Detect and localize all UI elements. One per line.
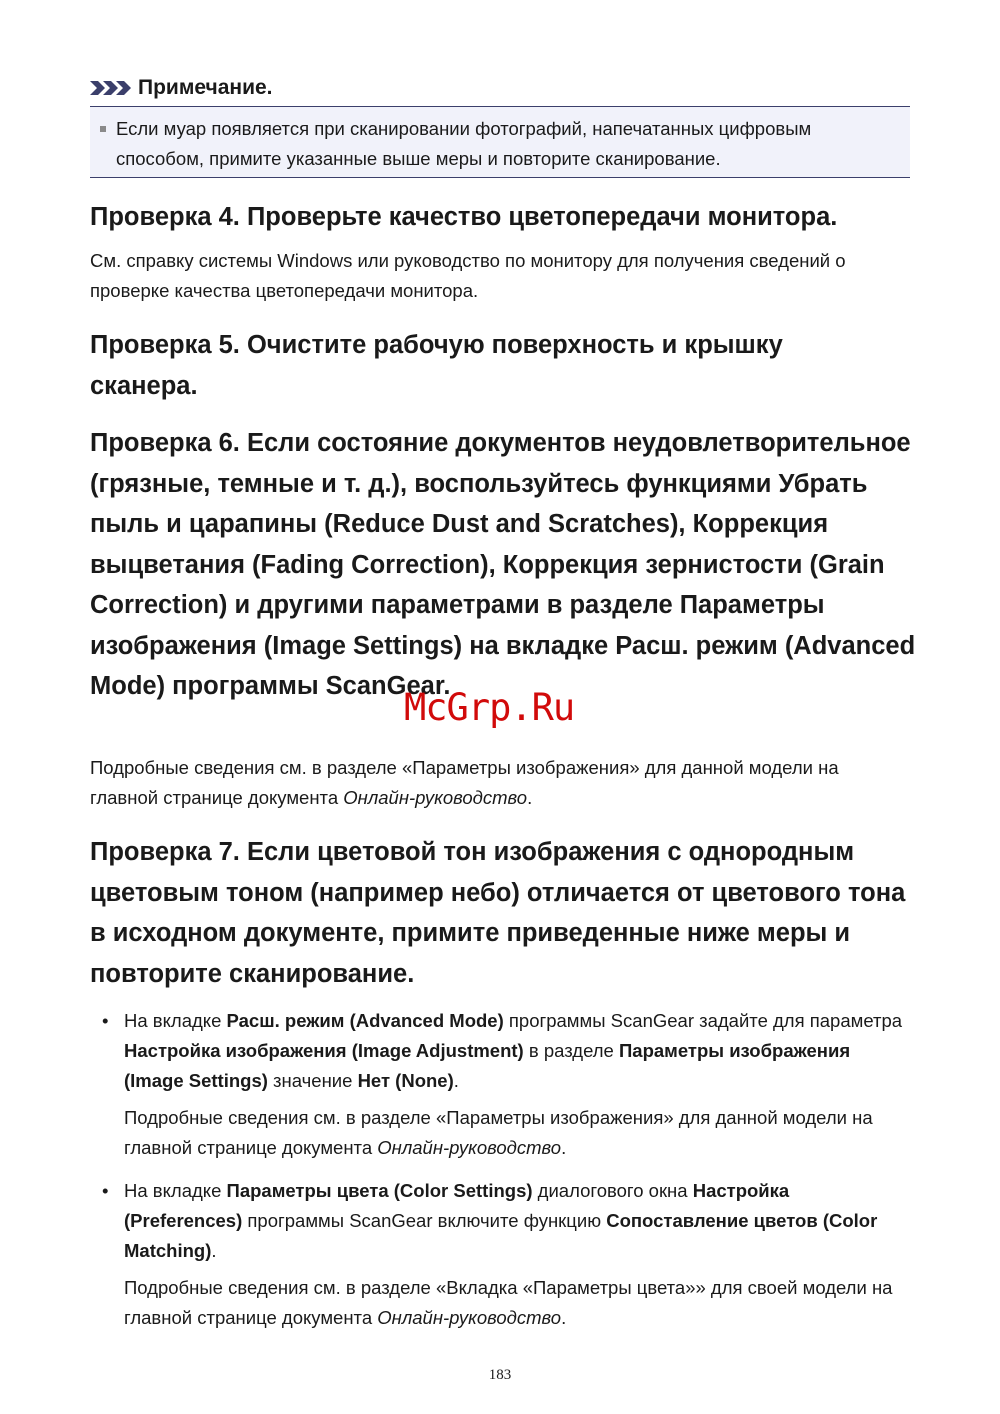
check7-item-2-sub (124, 1273, 904, 1333)
item1-text-3: в разделе (523, 1040, 619, 1061)
item2-text-2: диалогового окна (532, 1180, 693, 1201)
check6-body-text: Подробные сведения см. в разделе «Параметры изображения» для данной модели на главной странице документа (90, 757, 839, 808)
item2-text-3: программы ScanGear включите функцию (242, 1210, 607, 1231)
check4-heading: Проверка 4. Проверьте качество цветопередачи монитора. (90, 203, 838, 231)
note-arrows-icon (90, 79, 132, 97)
item2-bold-color-matching: Сопоставление цветов (Color Matching) (124, 1210, 878, 1261)
watermark-logo: McGrp.Ru (404, 686, 575, 729)
check7-item-1 (102, 1006, 904, 1096)
check6-heading: Проверка 6. Если состояние документов неудовлетворительное (грязные, темные и т. д.), воспользуйтесь функциями Убрать пыль и царапины (Reduce Dust and Scratches), Коррекция выцветания (Fading Correction), Коррекция зернистости (Grain Correction) и другими параметрами в разделе Параметры изображения (Image Settings) на вкладке Расш. режим (Advanced Mode) программы ScanGear. (90, 429, 916, 700)
note-bullet-icon (100, 126, 106, 132)
check5-heading: Проверка 5. Очистите рабочую поверхность и крышку сканера. (90, 331, 783, 400)
item2-text-4: . (211, 1240, 217, 1261)
item2-text-1: На вкладке (124, 1180, 227, 1201)
check7-item-1-sub (124, 1103, 904, 1163)
item1-bold-image-adjustment: Настройка изображения (Image Adjustment) (124, 1040, 524, 1061)
note-text: Если муар появляется при сканировании фотографий, напечатанных цифровым способом, примите указанные выше меры и повторите сканирование. (116, 118, 812, 169)
item2-bold-color-settings: Параметры цвета (Color Settings) (226, 1180, 533, 1201)
check6-body (90, 753, 910, 813)
item1-bold-advanced-mode: Расш. режим (Advanced Mode) (226, 1010, 504, 1031)
check4-body: См. справку системы Windows или руководство по монитору для получения сведений о проверке качества цветопередачи монитора. (90, 250, 846, 301)
item2-sub-end: . (561, 1307, 567, 1328)
item1-text-5: . (453, 1070, 459, 1091)
online-manual-link: Онлайн-руководство (377, 1307, 562, 1328)
check6-body-end: . (527, 787, 533, 808)
online-manual-link: Онлайн-руководство (343, 787, 528, 808)
item1-text-2: программы ScanGear задайте для параметра (503, 1010, 903, 1031)
check7-heading: Проверка 7. Если цветовой тон изображения с однородным цветовым тоном (например небо) отличается от цветового тона в исходном документе, примите приведенные ниже меры и повторите сканирование. (90, 838, 906, 988)
page-number: 183 (488, 1367, 512, 1383)
item2-sub-text: Подробные сведения см. в разделе «Вкладка «Параметры цвета»» для своей модели на главной странице документа (124, 1277, 893, 1328)
check7-item-2 (102, 1176, 904, 1266)
item1-sub-text: Подробные сведения см. в разделе «Параметры изображения» для данной модели на главной странице документа (124, 1107, 873, 1158)
item2-bold-preferences: Настройка (Preferences) (124, 1180, 790, 1231)
item1-bold-image-settings: Параметры изображения (Image Settings) (124, 1040, 851, 1091)
note-header (90, 76, 273, 100)
bullet-icon: • (102, 1010, 109, 1031)
note-title: Примечание. (138, 76, 273, 99)
note-box (90, 106, 910, 178)
online-manual-link: Онлайн-руководство (377, 1137, 562, 1158)
item1-text-1: На вкладке (124, 1010, 227, 1031)
item1-text-4: значение (267, 1070, 358, 1091)
item1-bold-none: Нет (None) (357, 1070, 454, 1091)
bullet-icon: • (102, 1180, 109, 1201)
item1-sub-end: . (561, 1137, 567, 1158)
